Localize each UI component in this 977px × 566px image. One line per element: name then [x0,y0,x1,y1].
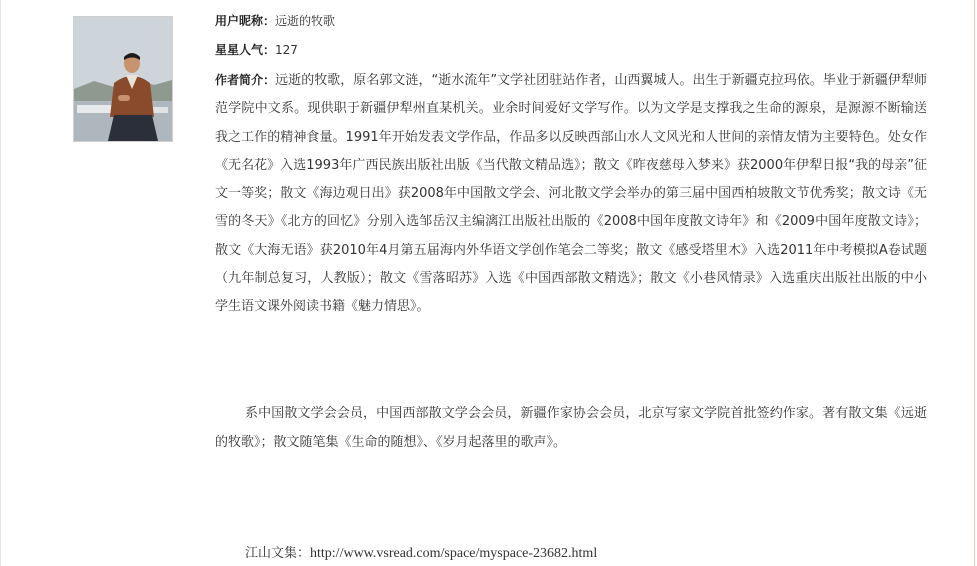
author-bio [215,66,927,322]
nickname-value: 远逝的牧歌 [275,14,336,28]
collection-label: 江山文集： [245,546,311,561]
author-portrait-image [74,17,172,141]
left-border [0,0,1,566]
author-photo [73,16,173,142]
collection-url-link[interactable]: http://www.vsread.com/space/myspace-23682.html [310,546,598,561]
bio-label: 作者简介： [215,73,276,87]
nickname-row [215,14,335,28]
popularity-label: 星星人气： [215,43,276,57]
nickname-label: 用户昵称： [215,14,276,28]
popularity-row [215,43,298,57]
popularity-value: 127 [275,43,298,57]
collection-link-row [245,545,597,563]
right-border [974,0,975,566]
membership-paragraph: 系中国散文学会会员，中国西部散文学会会员，新疆作家协会会员，北京写家文学院首批签约作家。著有散文集《远逝的牧歌》；散文随笔集《生命的随想》、《岁月起落里的歌声》。 [215,406,927,450]
bio-text: 远逝的牧歌，原名郭文涟，“逝水流年”文学社团驻站作者，山西翼城人。出生于新疆克拉玛依。毕业于新疆伊犁师范学院中文系。现供职于新疆伊犁州直某机关。业余时间爱好文学写作。以为文学是支撑我之生命的源泉，是源源不断输送我之工作的精神食量。1991年开始发表文学作品，作品多以反映西部山水人文风光和人世间的亲情友情为主要特色。处女作《无名花》入选1993年广西民族出版社出版《当代散文精品选》；散文《昨夜慈母入梦来》获2000年伊犁日报“我的母亲”征文一等奖；散文《海边观日出》获2008年中国散文学会、河北散文学会举办的第三届中国西柏坡散文节优秀奖；散文诗《无雪的冬天》《北方的回忆》分别入选邹岳汉主编漓江出版社出版的《2008中国年度散文诗年》和《2009中国年度散文诗》；散文《大海无语》获2010年4月第五届海内外华语文学创作笔会二等奖；散文《感受塔里木》入选2011年中考模拟A卷试题（九年制总复习，人教版）；散文《雪落昭苏》入选《中国西部散文精选》；散文《小巷风情录》入选重庆出版社出版的中小学生语文课外阅读书籍《魅力情思》。 [215,73,927,315]
